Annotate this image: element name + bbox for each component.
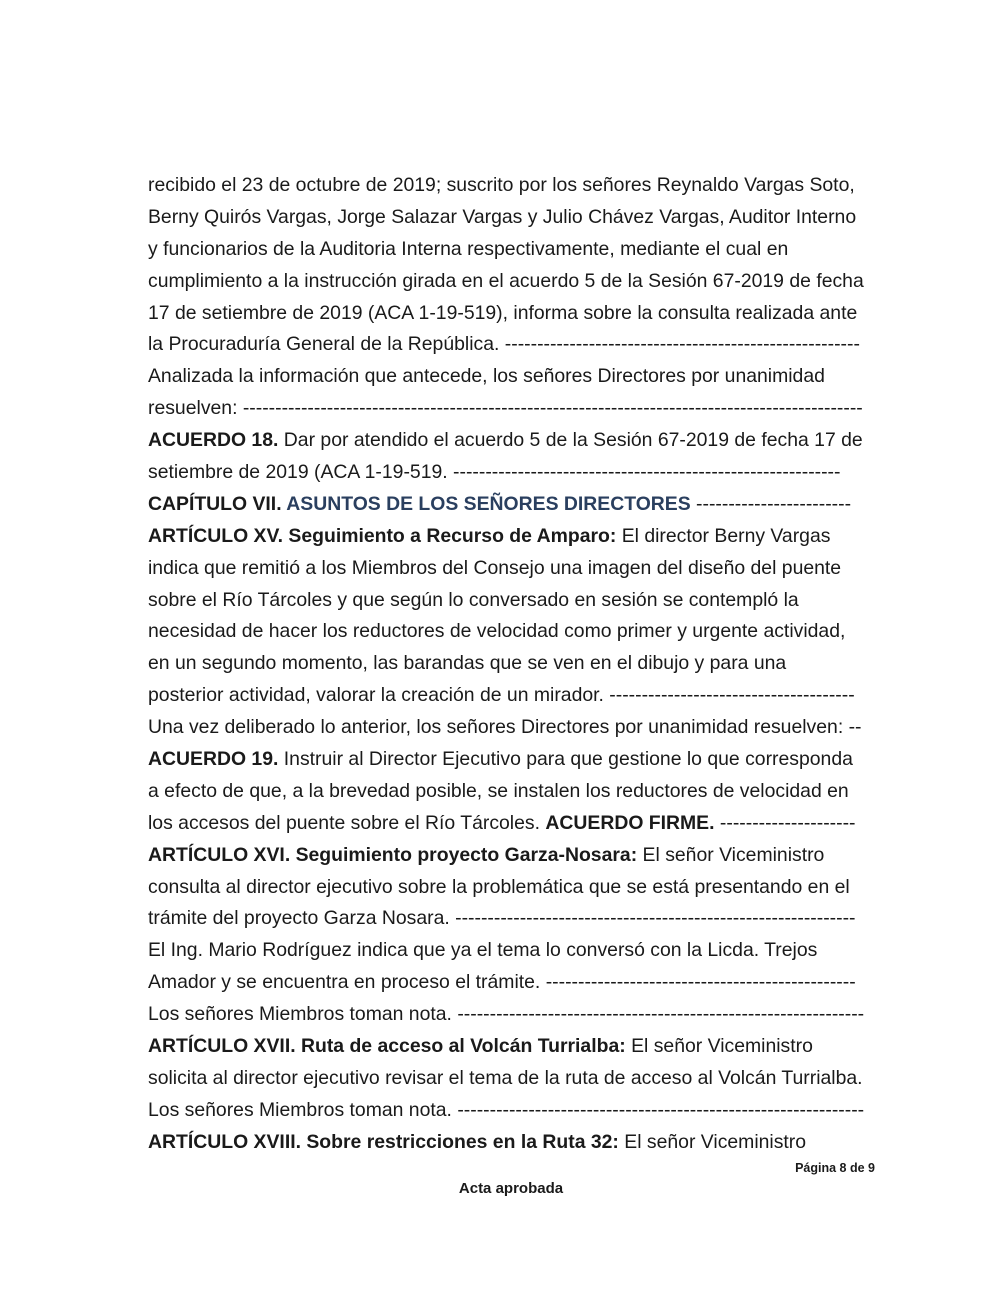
text-run: Una vez deliberado lo anterior, los señores Directores por unanimidad resuelven: -- xyxy=(148,716,862,739)
text-run: El señor Viceministro xyxy=(618,1130,807,1153)
bold-text: ARTÍCULO XVII. Ruta de acceso al Volcán Turrialba: xyxy=(148,1035,626,1058)
text-run: la Procuraduría General de la República. ------------------------------------------------------- xyxy=(148,333,860,356)
text-run: Los señores Miembros toman nota. --------------------------------------------------------------- xyxy=(148,1098,865,1121)
text-line xyxy=(148,329,875,361)
text-line xyxy=(148,202,875,234)
document-body xyxy=(148,170,875,1159)
text-run: Los señores Miembros toman nota. --------------------------------------------------------------- xyxy=(148,1003,865,1026)
text-line xyxy=(148,680,875,712)
text-run: El Ing. Mario Rodríguez indica que ya el tema lo conversó con la Licda. Trejos xyxy=(148,939,818,962)
text-run: en un segundo momento, las barandas que se ven en el dibujo y para una xyxy=(148,652,787,675)
text-run: Berny Quirós Vargas, Jorge Salazar Vargas y Julio Chávez Vargas, Auditor Interno xyxy=(148,205,857,228)
text-run: --------------------- xyxy=(714,811,856,834)
text-line xyxy=(148,393,875,425)
bold-text: ARTÍCULO XV. Seguimiento a Recurso de Amparo: xyxy=(148,524,617,547)
text-line xyxy=(148,489,875,521)
bold-text: ACUERDO FIRME. xyxy=(545,811,715,834)
text-run: El señor Viceministro xyxy=(625,1035,813,1058)
text-run: setiembre de 2019 (ACA 1-19-519. ------------------------------------------------------------ xyxy=(148,461,841,484)
text-run: cumplimiento a la instrucción girada en el acuerdo 5 de la Sesión 67-2019 de fecha xyxy=(148,269,864,292)
text-line xyxy=(148,585,875,617)
text-run: resuelven: ------------------------------------------------------------------------------------------------ xyxy=(148,397,863,420)
text-line xyxy=(148,712,875,744)
text-line xyxy=(148,840,875,872)
page-number: Página 8 de 9 xyxy=(795,1161,875,1175)
text-line xyxy=(148,553,875,585)
text-line xyxy=(148,170,875,202)
text-run: indica que remitió a los Miembros del Consejo una imagen del diseño del puente xyxy=(148,556,842,579)
text-line xyxy=(148,1127,875,1159)
text-run: a efecto de que, a la brevedad posible, se instalen los reductores de velocidad en xyxy=(148,779,849,802)
text-line xyxy=(148,744,875,776)
text-line xyxy=(148,999,875,1031)
text-run: El director Berny Vargas xyxy=(616,524,831,547)
text-run: posterior actividad, valorar la creación de un mirador. -------------------------------------- xyxy=(148,684,855,707)
text-line xyxy=(148,616,875,648)
text-line xyxy=(148,298,875,330)
footer-label: Acta aprobada xyxy=(458,1180,564,1197)
text-line xyxy=(148,234,875,266)
text-line xyxy=(148,872,875,904)
text-line xyxy=(148,521,875,553)
text-run: 17 de setiembre de 2019 (ACA 1-19-519), informa sobre la consulta realizada ante xyxy=(148,301,858,324)
text-line xyxy=(148,967,875,999)
text-line xyxy=(148,935,875,967)
bold-text: ARTÍCULO XVIII. Sobre restricciones en la Ruta 32: xyxy=(148,1130,619,1153)
text-run: Analizada la información que antecede, los señores Directores por unanimidad xyxy=(148,365,825,388)
text-run: Amador y se encuentra en proceso el trámite. ------------------------------------------------ xyxy=(148,971,856,994)
text-run: ------------------------ xyxy=(690,492,852,515)
bold-text: ACUERDO 19. xyxy=(148,748,279,771)
text-run: solicita al director ejecutivo revisar el tema de la ruta de acceso al Volcán Turrialba. xyxy=(148,1066,863,1089)
text-line xyxy=(148,457,875,489)
text-run: consulta al director ejecutivo sobre la problemática que se está presentando en el xyxy=(148,875,850,898)
text-line xyxy=(148,361,875,393)
bold-text: CAPÍTULO VII. xyxy=(148,492,287,515)
text-line xyxy=(148,1031,875,1063)
text-run: necesidad de hacer los reductores de velocidad como primer y urgente actividad, xyxy=(148,620,846,643)
text-run: El señor Viceministro xyxy=(637,843,825,866)
bold-text: ARTÍCULO XVI. Seguimiento proyecto Garza-Nosara: xyxy=(148,843,638,866)
text-line xyxy=(148,425,875,457)
text-run: y funcionarios de la Auditoria Interna respectivamente, mediante el cual en xyxy=(148,237,789,260)
text-line xyxy=(148,808,875,840)
text-run: recibido el 23 de octubre de 2019; suscrito por los señores Reynaldo Vargas Soto, xyxy=(148,174,855,196)
bold-text: ACUERDO 18. xyxy=(148,429,279,452)
text-line xyxy=(148,776,875,808)
text-run: sobre el Río Tárcoles y que según lo conversado en sesión se contempló la xyxy=(148,588,799,611)
bold-text: ASUNTOS DE LOS SEÑORES DIRECTORES xyxy=(286,492,691,515)
text-run: los accesos del puente sobre el Río Tárcoles. xyxy=(148,811,546,834)
text-line xyxy=(148,648,875,680)
text-line xyxy=(148,903,875,935)
text-line xyxy=(148,266,875,298)
text-run: Dar por atendido el acuerdo 5 de la Sesión 67-2019 de fecha 17 de xyxy=(278,429,863,452)
text-line xyxy=(148,1095,875,1127)
text-run: Instruir al Director Ejecutivo para que gestione lo que corresponda xyxy=(278,748,853,771)
text-run: trámite del proyecto Garza Nosara. -------------------------------------------------------------- xyxy=(148,907,856,930)
text-line xyxy=(148,1063,875,1095)
